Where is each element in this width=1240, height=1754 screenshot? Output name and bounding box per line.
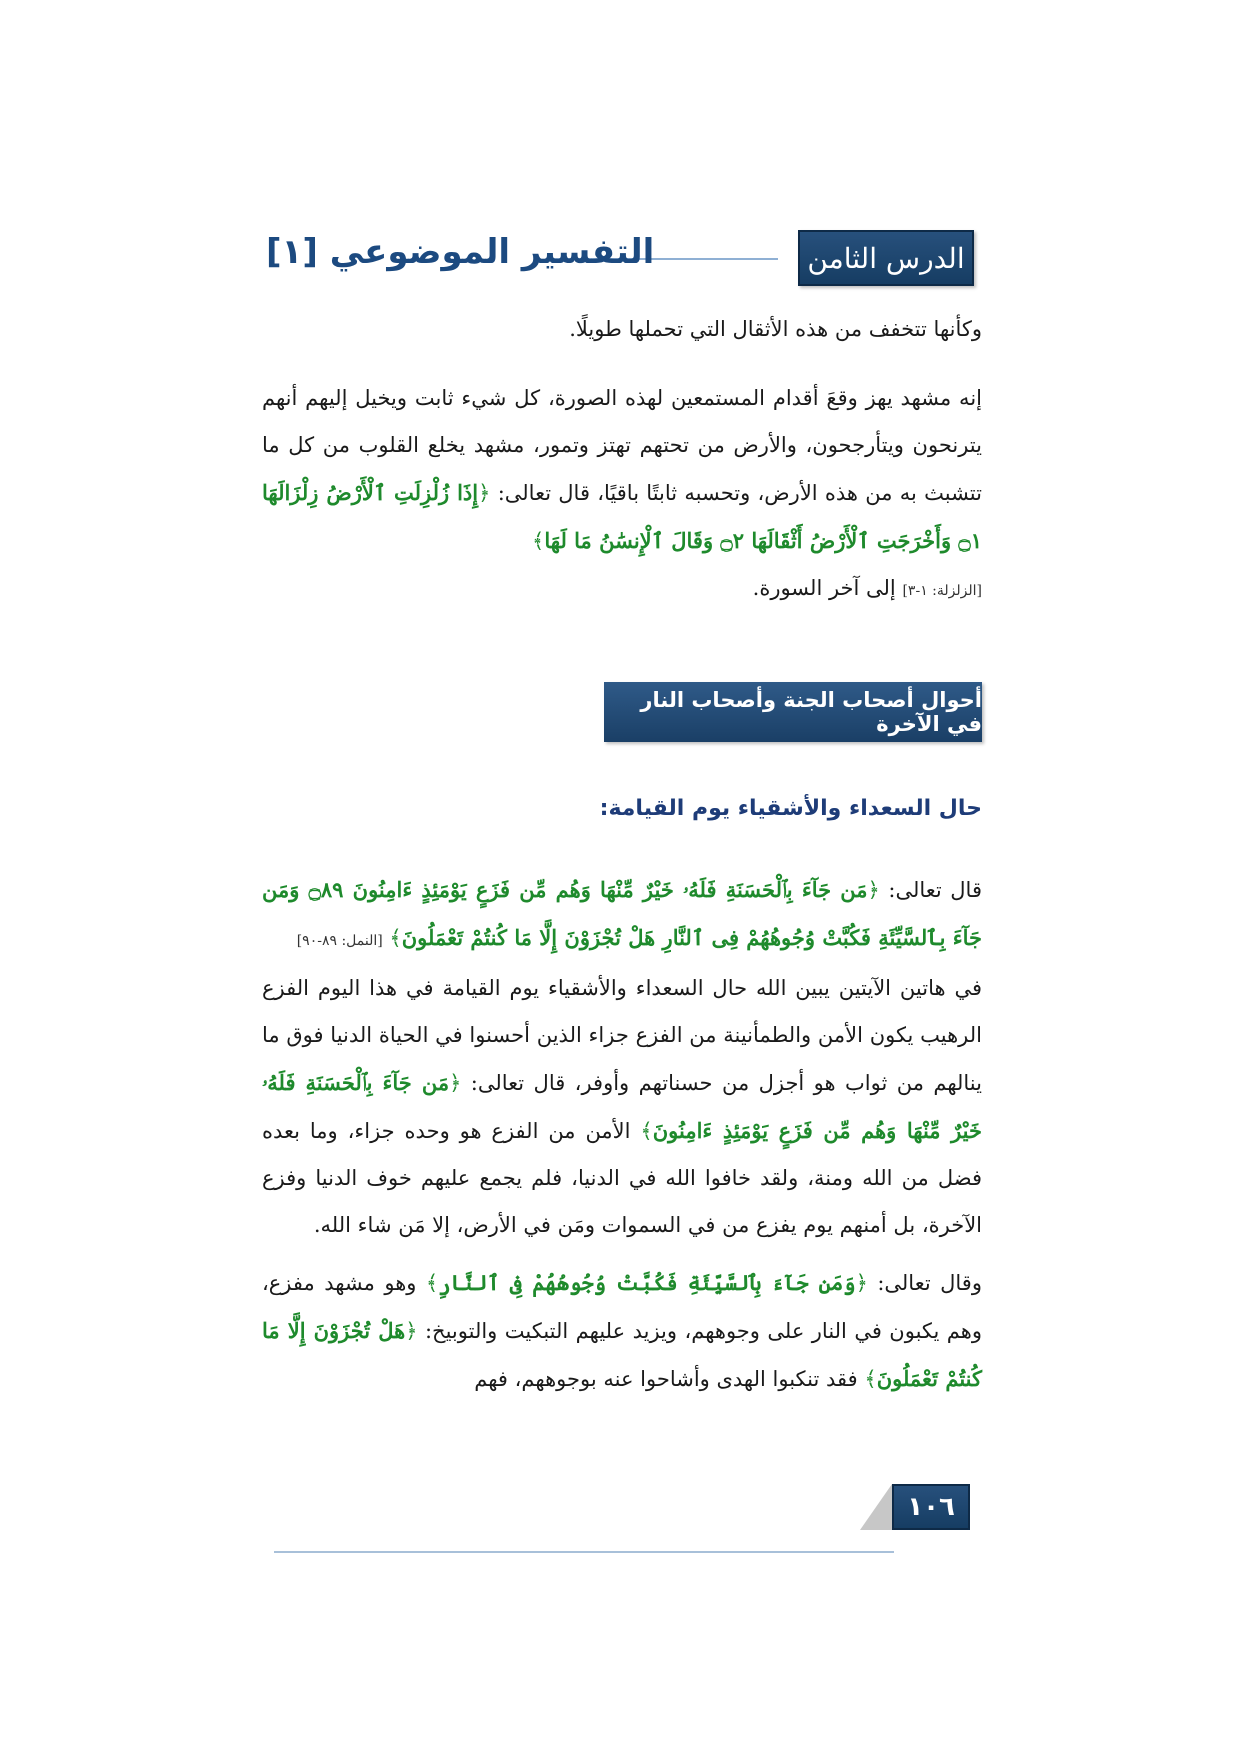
- verse-open-bracket: ﴿: [867, 878, 880, 902]
- paragraph-evil-deed: [262, 1259, 982, 1403]
- reference-tail: إلى آخر السورة.: [752, 576, 896, 600]
- page-header: [248, 230, 974, 290]
- footer-ornament: [860, 1484, 892, 1530]
- quran-verse-recompense: هَلْ تُجْزَوْنَ إِلَّا مَا كُنتُمْ تَعْمَلُونَ: [262, 1318, 982, 1391]
- verse-open-bracket: ﴿: [449, 1071, 462, 1095]
- verse-open-bracket: ﴿: [855, 1271, 868, 1295]
- main-paragraphs: [262, 866, 982, 1403]
- verse-close-bracket: ﴾: [532, 529, 545, 553]
- paragraph-earthquake-scene: [262, 375, 982, 615]
- paragraph-text: إنه مشهد يهز وقعَ أقدام المستمعين لهذه الصورة، كل شيء ثابت ويخيل إليهم أنهم يترنحون ويتأرجحون، والأرض من تحتهم تهتز وتمور، مشهد يخلع القلوب من كل ما تتشبث به من هذه الأرض، وتحسبه ثابتًا باقيًا، قال تعالى:: [262, 386, 982, 505]
- section-title: أحوال أصحاب الجنة وأصحاب النار في الآخرة: [604, 682, 982, 742]
- paragraph-text-continued: الأمن من الفزع هو وحده جزاء، وما بعده فضل من الله ومنة، ولقد خافوا الله في الدنيا، فلم يجمع عليهم خوف الدنيا وفزع الآخرة، بل أمنهم يوم يفزع من في السموات ومَن في الأرض، إلا مَن شاء الله.: [262, 1119, 982, 1237]
- paragraph-explanation: [262, 965, 982, 1249]
- footer-divider: [274, 1551, 894, 1553]
- paragraph-text: وهو مشهد مفزع، وهم يكبون في النار على وجوههم، ويزيد عليهم التبكيت والتوبيخ:: [262, 1271, 982, 1343]
- intro-text: وقال تعالى:: [877, 1271, 982, 1295]
- lesson-label: الدرس الثامن: [798, 230, 974, 286]
- verse-close-bracket: ﴾: [389, 926, 402, 950]
- verse-reference: [النمل: ٨٩-٩٠]: [296, 933, 383, 949]
- quran-verse-zalzala: إِذَا زُلْزِلَتِ ٱلْأَرْضُ زِلْزَالَهَا ۝١ وَأَخْرَجَتِ ٱلْأَرْضُ أَثْقَالَهَا ۝٢ وَقَالَ ٱلْإِنسَٰنُ مَا لَهَا: [262, 480, 982, 553]
- verse-close-bracket: ﴾: [425, 1271, 439, 1295]
- paragraph-verse-naml: [262, 866, 982, 965]
- page-number: ١٠٦: [892, 1484, 970, 1530]
- paragraph-text-end: فقد تنكبوا الهدى وأشاحوا عنه بوجوههم، فهم: [474, 1367, 858, 1391]
- opening-paragraphs: [262, 306, 982, 615]
- quran-verse-naml: مَن جَآءَ بِٱلْحَسَنَةِ فَلَهُۥ خَيْرٌ مِّنْهَا وَهُم مِّن فَزَعٍ يَوْمَئِذٍ ءَامِنُونَ ۝٨٩ وَمَن جَآءَ بِٱلسَّيِّئَةِ فَكُبَّتْ وُجُوهُهُمْ فِى ٱلنَّارِ هَلْ تُجْزَوْنَ إِلَّا مَا كُنتُمْ تَعْمَلُونَ: [262, 877, 982, 950]
- verse-reference: [الزلزلة: ١-٣]: [902, 583, 982, 599]
- verse-close-bracket: ﴾: [640, 1119, 653, 1143]
- paragraph-text: في هاتين الآيتين يبين الله حال السعداء والأشقياء يوم القيامة في هذا اليوم الفزع الرهيب يكون الأمن والطمأنينة من الفزع جزاء الذين أحسنوا في الحياة الدنيا فوق ما ينالهم من ثواب هو أجزل من حسناتهم وأوفر، قال تعالى:: [262, 976, 982, 1095]
- verse-open-bracket: ﴿: [405, 1319, 418, 1343]
- verse-open-bracket: ﴿: [478, 481, 491, 505]
- verse-close-bracket: ﴾: [864, 1367, 877, 1391]
- intro-text: قال تعالى:: [888, 878, 982, 902]
- subheading: حال السعداء والأشقياء يوم القيامة:: [599, 796, 982, 821]
- book-title: التفسير الموضوعي [١]: [266, 232, 655, 272]
- quran-verse-good-deed: مَن جَآءَ بِٱلْحَسَنَةِ فَلَهُۥ خَيْرٌ مِّنْهَا وَهُم مِّن فَزَعٍ يَوْمَئِذٍ ءَامِنُونَ: [262, 1070, 982, 1143]
- quran-verse-evil-deed: وَمَن جَآءَ بِٱلسَّيِّئَةِ فَكُبَّتْ وُجُوهُهُمْ فِى ٱلنَّارِ: [438, 1270, 856, 1295]
- paragraph-continuation: وكأنها تتخفف من هذه الأثقال التي تحملها طويلًا.: [569, 317, 982, 341]
